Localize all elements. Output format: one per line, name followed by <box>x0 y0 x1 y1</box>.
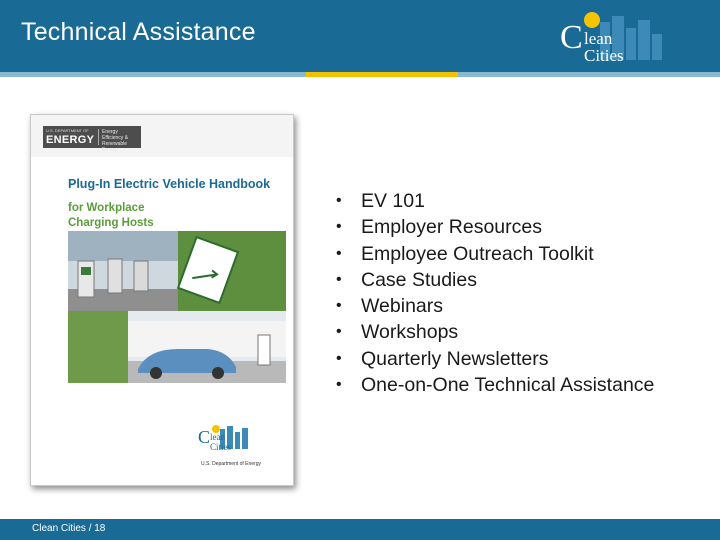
bullet-dot-icon: • <box>336 349 342 367</box>
list-item-label: One-on-One Technical Assistance <box>361 374 655 397</box>
doe-agency-small: U.S. DEPARTMENT OF <box>46 128 89 133</box>
list-item <box>336 241 654 267</box>
logo-skyline <box>652 34 662 60</box>
list-item <box>336 346 654 372</box>
header-bar <box>0 0 720 72</box>
bullet-dot-icon: • <box>336 323 342 341</box>
bullet-dot-icon: • <box>336 297 342 315</box>
list-item <box>336 214 654 240</box>
cover-agency-footer: U.S. Department of Energy <box>201 461 262 467</box>
list-item-label: Case Studies <box>361 268 477 291</box>
svg-text:C: C <box>198 427 211 447</box>
doe-office: Energy Efficiency & Renewable Energy <box>102 129 129 153</box>
list-item <box>336 319 654 345</box>
list-item <box>336 372 654 398</box>
cover-subtitle-line2: Charging Hosts <box>68 217 154 229</box>
list-item <box>336 293 654 319</box>
cover-subtitle <box>68 201 154 231</box>
footer-bar <box>0 519 720 540</box>
doe-agency-name: ENERGY <box>46 134 95 146</box>
services-bullet-list <box>336 188 654 398</box>
slide-title: Technical Assistance <box>21 18 256 46</box>
cover-subtitle-line1: for Workplace <box>68 202 145 214</box>
list-item-label: Webinars <box>361 295 444 318</box>
bullet-dot-icon: • <box>336 192 342 209</box>
footer-slide-number: Clean Cities / 18 <box>32 523 106 534</box>
logo-skyline <box>626 28 636 60</box>
list-item-label: EV 101 <box>361 190 425 212</box>
cover-title: Plug-In Electric Vehicle Handbook <box>68 177 271 191</box>
logo-line1: lean <box>584 29 613 48</box>
list-item <box>336 267 654 293</box>
cover-clean-cities-logo <box>196 423 256 453</box>
clean-cities-logo <box>552 8 668 68</box>
logo-sun <box>584 12 600 28</box>
handbook-cover-image <box>30 114 294 486</box>
list-item-label: Employee Outreach Toolkit <box>361 242 594 265</box>
list-item <box>336 188 654 214</box>
doe-badge <box>43 126 141 153</box>
bullet-dot-icon: • <box>336 218 342 236</box>
list-item-label: Quarterly Newsletters <box>361 347 549 370</box>
bullet-dot-icon: • <box>336 244 342 262</box>
bullet-dot-icon: • <box>336 376 342 394</box>
cover-logo-line2: Cities <box>210 442 232 452</box>
cover-photo-ev-car <box>68 311 286 383</box>
logo-line2: Cities <box>584 46 624 65</box>
logo-c-letter: C <box>560 19 583 56</box>
header-stripe-accent <box>306 72 458 77</box>
cover-header-band <box>31 115 293 157</box>
logo-skyline <box>638 20 650 60</box>
cover-photo-chargers <box>68 231 286 311</box>
doe-divider <box>98 129 99 145</box>
list-item-label: Workshops <box>361 321 459 344</box>
list-item-label: Employer Resources <box>361 216 542 239</box>
bullet-dot-icon: • <box>336 270 342 288</box>
cover-logo-line1: lean <box>210 432 225 442</box>
